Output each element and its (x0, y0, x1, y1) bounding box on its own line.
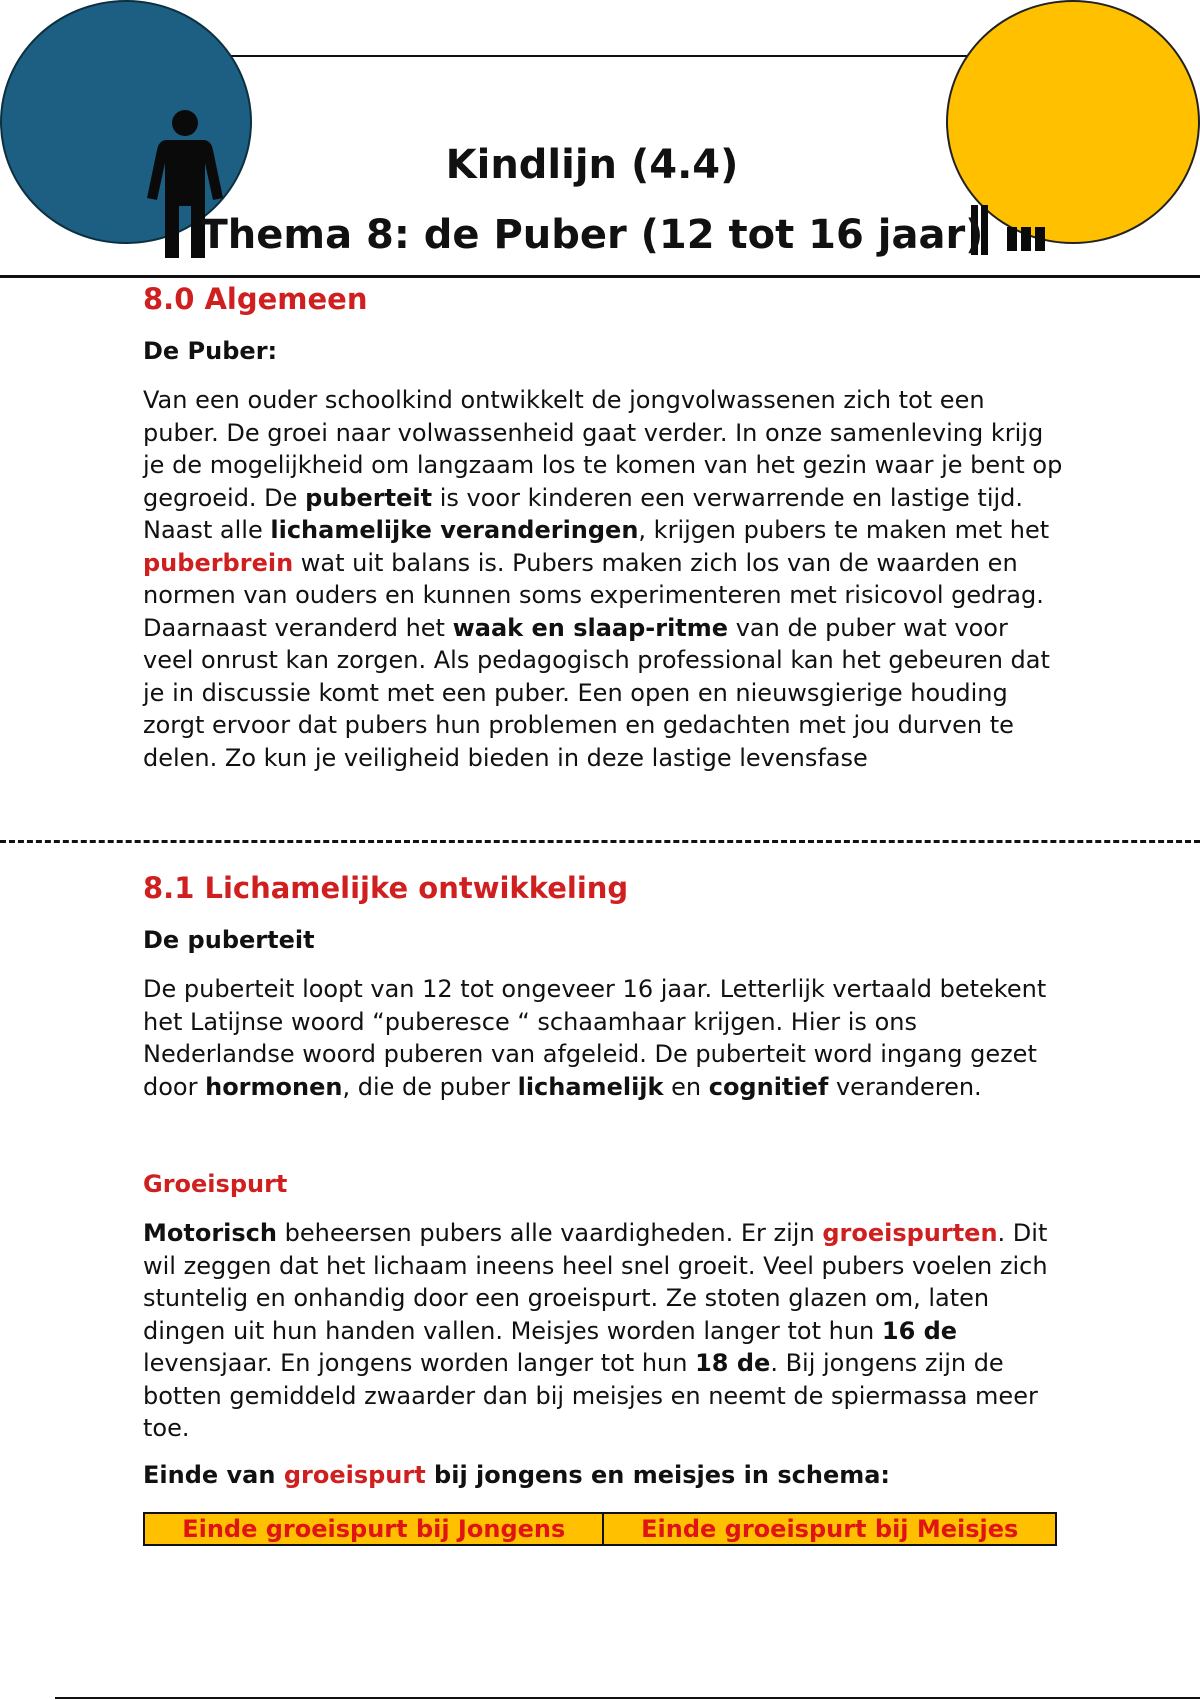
table-header-meisjes: Einde groeispurt bij Meisjes (603, 1513, 1056, 1545)
header-top-rule (200, 55, 980, 57)
paragraph-groeispurt: Motorisch beheersen pubers alle vaardigheden. Er zijn groeispurten. Dit wil zeggen dat het lichaam ineens heel snel groeit. Veel pubers voelen zich stuntelig en onhandig door een groeispurt. Ze stoten glazen om, laten dingen uit hun handen vallen. Meisjes worden langer tot hun 16 de levensjaar. En jongens worden langer tot hun 18 de. Bij jongens zijn de botten gemiddeld zwaarder dan bij meisjes en neemt de spiermassa meer toe. (143, 1219, 1048, 1442)
section-heading-lichamelijke-ontwikkeling: 8.1 Lichamelijke ontwikkeling (143, 871, 629, 905)
groeispurt-schema-table (143, 1512, 1057, 1546)
document-title: Kindlijn (4.4) (445, 142, 739, 188)
section-heading-algemeen: 8.0 Algemeen (143, 282, 368, 316)
schema-intro: Einde van groeispurt bij jongens en meisjes in schema: (143, 1461, 891, 1489)
table-row (144, 1513, 1056, 1545)
section-divider (0, 840, 1200, 843)
header-bottom-rule (0, 275, 1200, 278)
subheading-de-puber: De Puber: (143, 337, 278, 365)
footer-rule (55, 1697, 1200, 1699)
subheading-groeispurt: Groeispurt (143, 1170, 288, 1198)
document-subtitle: Thema 8: de Puber (12 tot 16 jaar) (200, 212, 984, 258)
subheading-de-puberteit: De puberteit (143, 926, 315, 954)
table-header-jongens: Einde groeispurt bij Jongens (144, 1513, 603, 1545)
paragraph-puberteit: De puberteit loopt van 12 tot ongeveer 16 jaar. Letterlijk vertaald betekent het Latijnse woord “puberesce “ schaamhaar krijgen. Hier is ons Nederlandse woord puberen van afgeleid. De puberteit word ingang gezet door hormonen, die de puber lichamelijk en cognitief veranderen. (143, 975, 1047, 1101)
paragraph-algemeen: Van een ouder schoolkind ontwikkelt de jongvolwassenen zich tot een puber. De groei naar volwassenheid gaat verder. In onze samenleving krijg je de mogelijkheid om langzaam los te komen van het gezin waar je bent op gegroeid. De puberteit is voor kinderen een verwarrende en lastige tijd. Naast alle lichamelijke veranderingen, krijgen pubers te maken met het puberbrein wat uit balans is. Pubers maken zich los van de waarden en normen van ouders en kunnen soms experimenteren met risicovol gedrag. Daarnaast veranderd het waak en slaap-ritme van de puber wat voor veel onrust kan zorgen. Als pedagogisch professional kan het gebeuren dat je in discussie komt met een puber. Een open en nieuwsgierige houding zorgt ervoor dat pubers hun problemen en gedachten met jou durven te delen. Zo kun je veiligheid bieden in deze lastige levensfase (143, 386, 1063, 772)
